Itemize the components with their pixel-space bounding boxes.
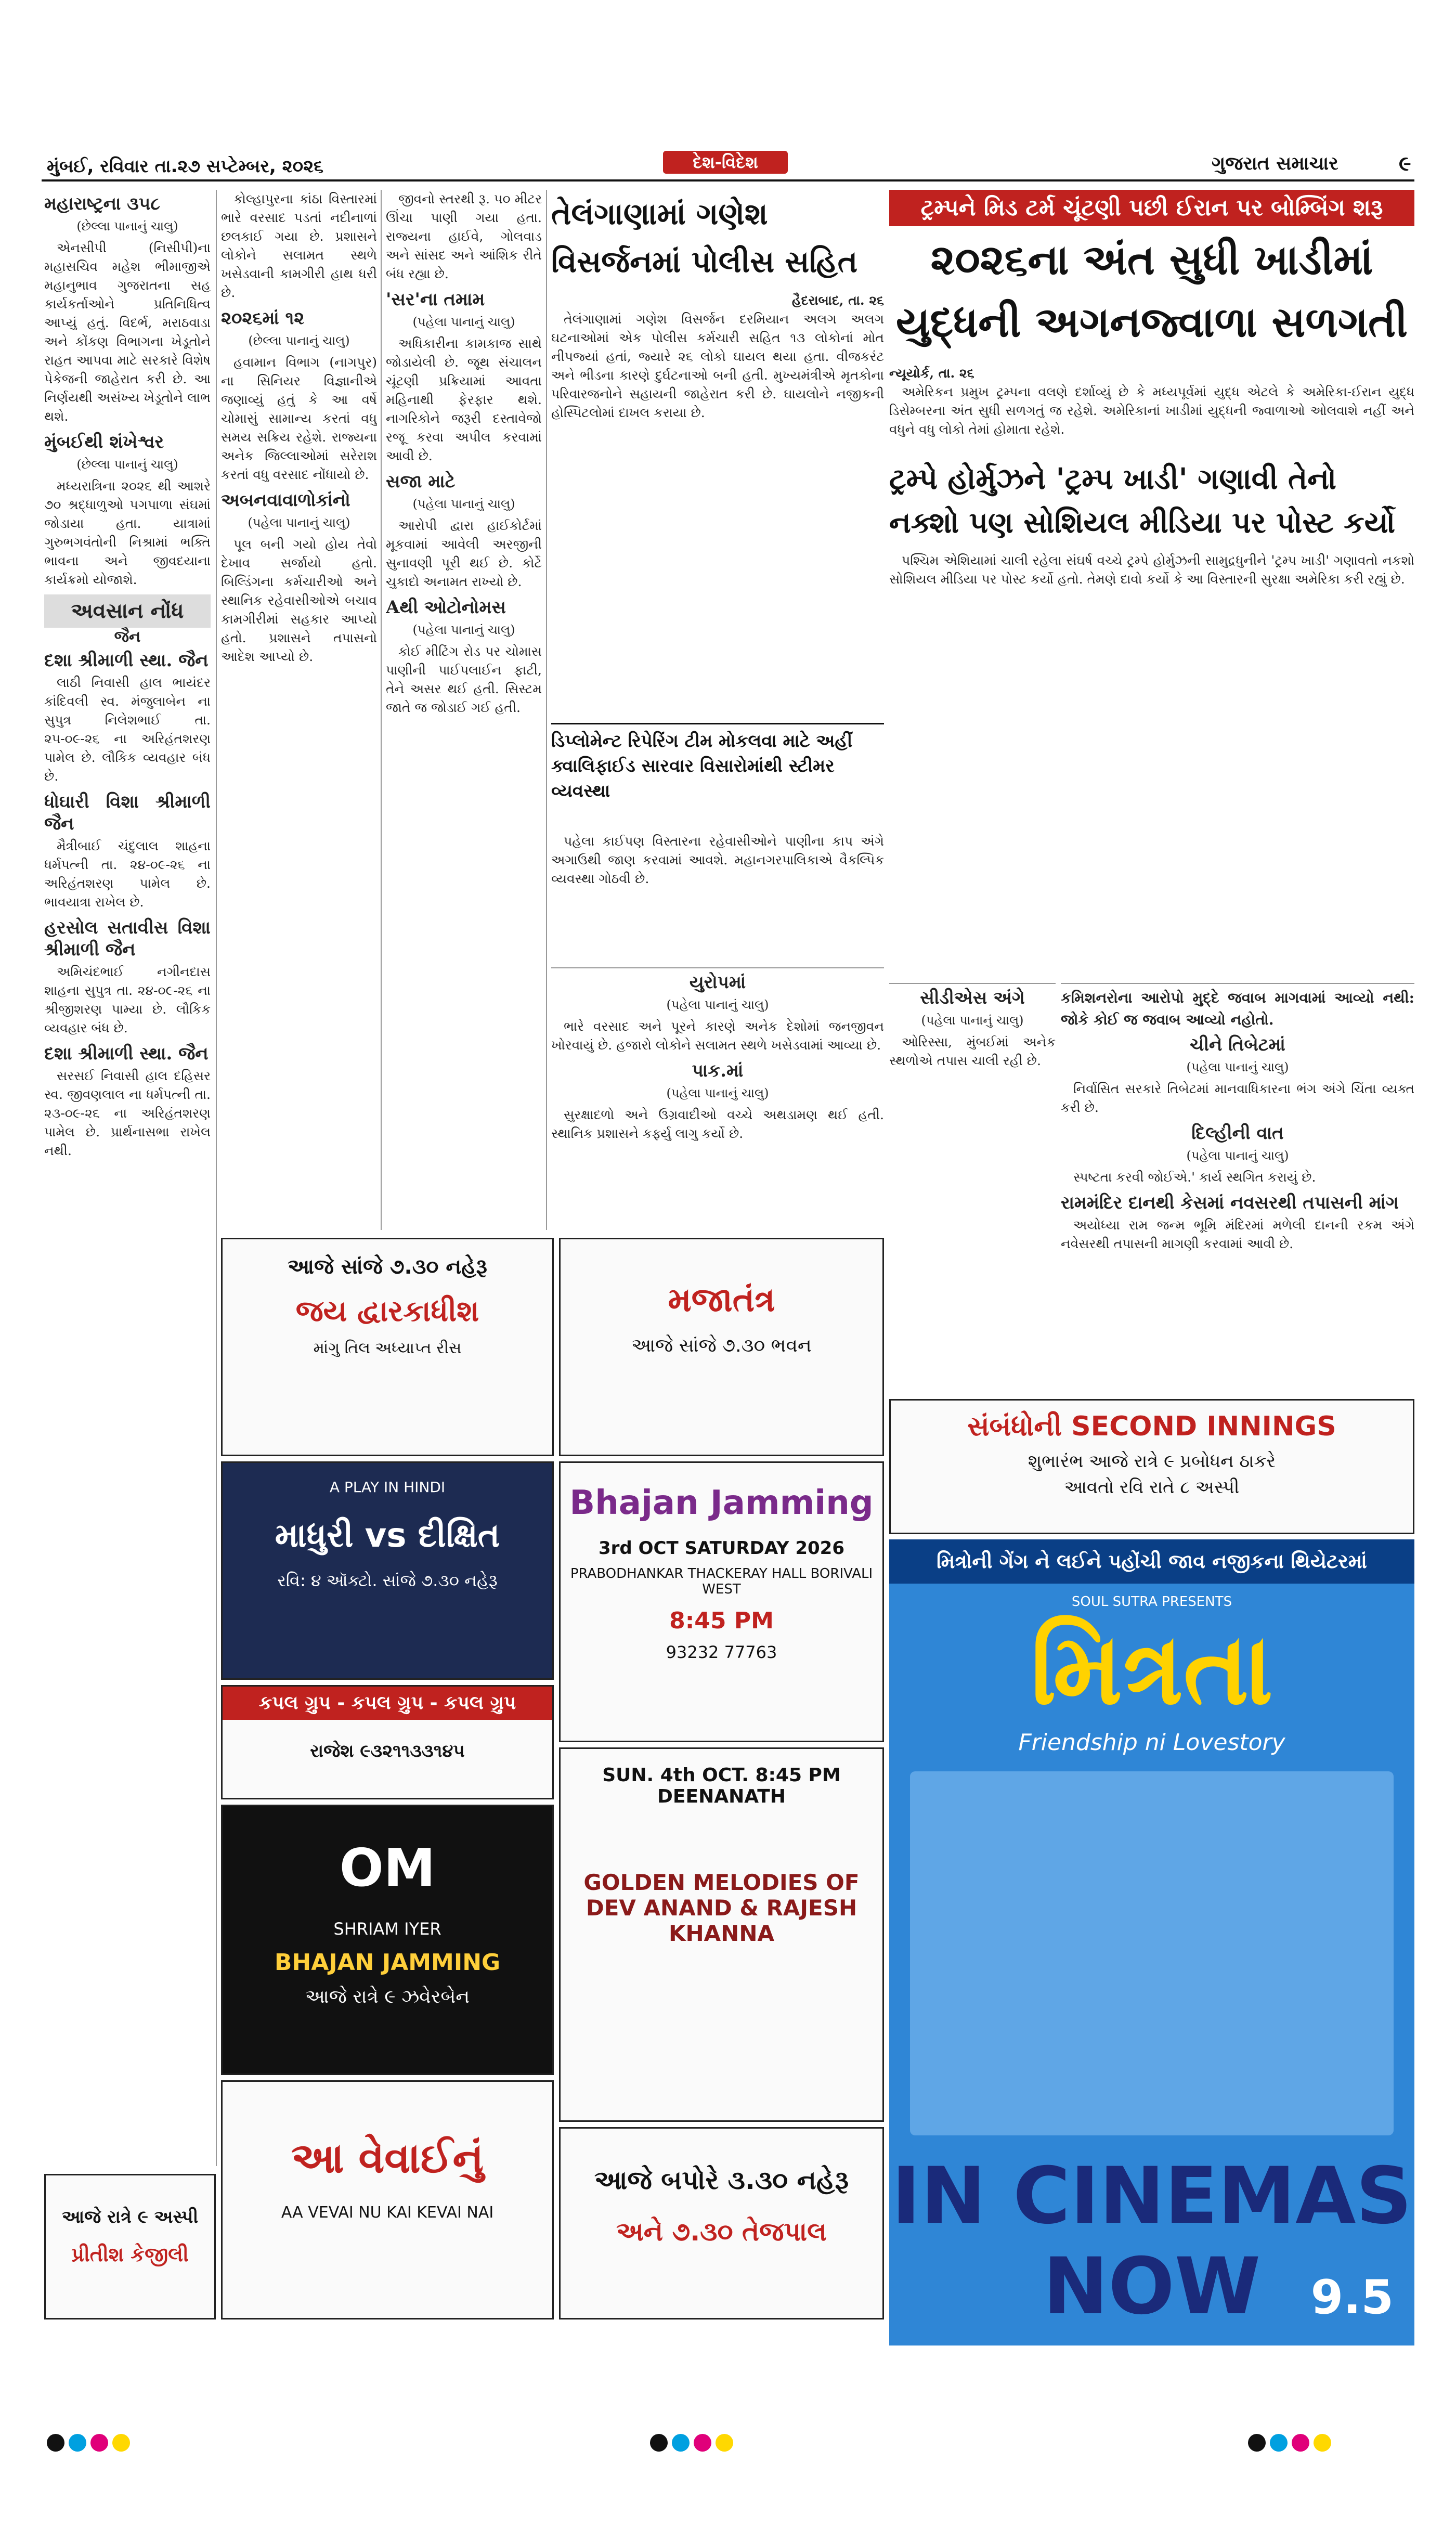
headline-tibet: ચીને તિબેટમાં bbox=[1190, 1034, 1285, 1055]
movie-presents: SOUL SUTRA PRESENTS bbox=[1071, 1594, 1232, 1610]
ad-title: SUN. 4th OCT. 8:45 PM DEENANATH bbox=[602, 1765, 841, 1807]
movie-rating: 9.5 bbox=[1310, 2270, 1394, 2325]
column-2 bbox=[221, 190, 377, 1230]
dateline: ન્યૂયોર્ક, તા. ૨૬ bbox=[889, 366, 974, 381]
obituary-text: અમિચંદભાઈ નગીનદાસ શાહના સુપુત્ર તા. ૨૪-૦૯-૨૬ ના શ્રીજીશરણ પામ્યા છે. લૌકિક વ્યવહાર બંધ છે. bbox=[44, 964, 211, 1035]
continued-label: (પહેલા પાનાનું ચાલુ) bbox=[412, 623, 515, 637]
obituary-band: અવસાન નોંધ bbox=[44, 594, 211, 628]
continued-label: (છેલ્લા પાનાનું ચાલુ) bbox=[76, 457, 178, 472]
ad-title: આજે સાંજે ૭.૩૦ નહેરૂ bbox=[288, 1255, 487, 1279]
article-body: ઓરિસ્સા, મુંબઈમાં અનેક સ્થળોએ તપાસ ચાલી રહી છે. bbox=[889, 1034, 1056, 1068]
ad-bhajan-jamming-shriam bbox=[221, 1805, 554, 2075]
masthead-rule bbox=[42, 179, 1414, 182]
article-body: સ્પષ્ટતા કરવી જોઈએ.' કાર્ય સ્થગિત કરાયું છે. bbox=[1073, 1170, 1316, 1185]
ad-show: GOLDEN MELODIES OF DEV ANAND & RAJESH KHANNA bbox=[583, 1870, 860, 1946]
ad-phone: 93232 77763 bbox=[666, 1642, 777, 1662]
continued-label: (છેલ્લા પાનાનું ચાલુ) bbox=[76, 219, 178, 234]
article-body: અમેરિકન પ્રમુખ ટ્રમ્પના વલણે દર્શાવ્યું છે કે મધ્યપૂર્વમાં યુદ્ધ એટલે કે અમેરિકા-ઈરાન યુદ્ધ ડિસેમ્બરના અંત સુધી સળગતું જ રહેશે. અમેરિકાનાં ખાડીમાં યુદ્ધની જ્વાળાઓ ઓલવાશે નહીં અને વધુને વધુ લોકો તેમાં હોમાતા રહેશે. bbox=[889, 384, 1414, 437]
continued-label: (પહેલા પાનાનું ચાલુ) bbox=[1186, 1060, 1289, 1074]
continued-label: (પહેલા પાનાનું ચાલુ) bbox=[921, 1013, 1024, 1028]
article-body: ભારે વરસાદ અને પૂરને કારણે અનેક દેશોમાં જનજીવન ખોરવાયું છે. હજારો લોકોને સલામત સ્થળે ખસેડવામાં આવ્યા છે. bbox=[551, 1019, 884, 1053]
article-body: જીવનો સ્તરથી રૂ. ૫૦ મીટર ઊંચા પાણી ગયા હતા. રાજ્યના હાઈવે, ગોલવાડ અને સાંસદ અને આંશિક રીતે બંધ રહ્યા છે. bbox=[386, 191, 542, 281]
ad-title: Bhajan Jamming bbox=[569, 1484, 874, 1522]
ad-title: આજે રાત્રે ૯ અસ્પી bbox=[61, 2207, 199, 2227]
article-body: હવામાન વિભાગ (નાગપુર) ના સિનિયર વિજ્ઞાનીએ જણાવ્યું હતું કે આ વર્ષે ચોમાસું સામાન્ય કરતાં વધુ સમય સક્રિય રહેશે. રાજ્યના અનેક જિલ્લાઓમાં સરેરાશ કરતાં વધુ વરસાદ નોંધાયો છે. bbox=[221, 355, 377, 482]
article-body: અધિકારીના કામકાજ સાથે જોડાયેલી છે. જૂથ સંચાલન ચૂંટણી પ્રક્રિયામાં આવતા મહિનાથી ફેરફાર થશે. નાગરિકોને જરૂરી દસ્તાવેજો રજૂ કરવા અપીલ કરવામાં આવી છે. bbox=[386, 336, 542, 463]
subheadline-war: ૨૦૨૬ના અંત સુધી ખાડીમાં યુદ્ધની અગનજ્વાળા સળગતી bbox=[895, 236, 1408, 346]
article-body: કોલ્હાપુરના કાંઠા વિસ્તારમાં ભારે વરસાદ પડતાં નદીનાળાં છલકાઈ ગયા છે. પ્રશાસને લોકોને સલામત સ્થળે ખસેડવાની કામગીરી હાથ ધરી છે. bbox=[221, 191, 377, 300]
repair-story bbox=[551, 832, 884, 962]
cds-story bbox=[889, 983, 1056, 1394]
ad-sambandhoni bbox=[889, 1399, 1414, 1534]
ad-tag: A PLAY IN HINDI bbox=[329, 1479, 446, 1496]
obituary-text: લાઠી નિવાસી હાલ ભાયંદર કાંદિવલી સ્વ. મંજુલાબેન ના સુપુત્ર નિલેશભાઈ તા. ૨૫-૦૯-૨૬ ના અરિહંતશરણ પામેલ છે. લૌકિક વ્યવહાર બંધ છે. bbox=[44, 675, 211, 784]
continued-label: (પહેલા પાનાનું ચાલુ) bbox=[248, 515, 350, 530]
obituary-community: જૈન bbox=[114, 628, 141, 646]
ad-preetish bbox=[44, 2174, 216, 2319]
movie-release: IN CINEMAS NOW bbox=[891, 2151, 1412, 2332]
continued-label: (છેલ્લા પાનાનું ચાલુ) bbox=[248, 333, 350, 348]
continued-label: (પહેલા પાનાનું ચાલુ) bbox=[412, 315, 515, 329]
headline-delhi: દિલ્હીની વાત bbox=[1191, 1123, 1284, 1144]
ad-time: 8:45 PM bbox=[669, 1608, 774, 1634]
ad-golden-melodies bbox=[559, 1747, 884, 2122]
ad-next: આવતો રવિ રાતે ૮ અસ્પી bbox=[1064, 1477, 1240, 1498]
dateline: હૈદરાબાદ, તા. ૨૬ bbox=[791, 293, 884, 308]
europe-pak-stories bbox=[551, 967, 884, 1238]
headline-shankheshwar: મુંબઈથી શંખેશ્વર bbox=[44, 432, 164, 452]
ad-name: પ્રીતીશ કેજીલી bbox=[71, 2243, 189, 2266]
headline-commissioners: કમિશનરોના આરોપો મુદ્દે જવાબ માગવામાં આવ્યો નથી: જોકે કોઈ જ જવાબ આવ્યો નહોતો. bbox=[1061, 989, 1414, 1028]
ad-title: આજે બપોરે ૩.૩૦ નહેરૂ bbox=[594, 2165, 849, 2195]
ad-title: BHAJAN JAMMING bbox=[274, 1949, 501, 1976]
ad-couple-group bbox=[221, 1685, 554, 1799]
ad-title: સંબંધોની SECOND INNINGS bbox=[967, 1411, 1336, 1442]
ad-when: આજે રાત્રે ૯ ઝવેરબેન bbox=[305, 1986, 470, 2007]
article-body: અયોધ્યા રામ જન્મ ભૂમિ મંદિરમાં મળેલી દાનની રકમ અંગે નવેસરથી તપાસની માગણી કરવામાં આવી છે. bbox=[1061, 1217, 1414, 1251]
column-divider bbox=[216, 190, 217, 2166]
newspaper-name: ગુજરાત સમાચાર bbox=[1212, 153, 1338, 174]
headline-maharashtra: મહારાષ્ટ્રના ૩૫૮ bbox=[44, 193, 160, 214]
article-body: સુરક્ષાદળો અને ઉગ્રવાદીઓ વચ્ચે અથડામણ થઈ હતી. સ્થાનિક પ્રશાસને કર્ફ્યુ લાગુ કર્યો છે. bbox=[551, 1107, 884, 1141]
registration-marks bbox=[47, 2434, 203, 2455]
ad-majatantra bbox=[559, 1238, 884, 1456]
article-body: પહેલા કાઈપણ વિસ્તારના રહેવાસીઓને પાણીના કાપ અંગે અગાઉથી જાણ કરવામાં આવશે. મહાનગરપાલિકાએ વૈકલ્પિક વ્યવસ્થા ગોઠવી છે. bbox=[551, 834, 884, 886]
article-body: કોઈ મીટિંગ રોડ પર ચોમાસ પાણીની પાઈપલાઈન ફાટી, તેને અસર થઈ હતી. સિસ્ટમ જાતે જ જોડાઈ ગઈ હતી. bbox=[386, 644, 542, 715]
continued-label: (પહેલા પાનાનું ચાલુ) bbox=[666, 1086, 769, 1100]
article-body: આરોપી દ્વારા હાઈકોર્ટમાં મૂકવામાં આવેલી અરજીની સુનાવણી પૂરી થઈ છે. કોર્ટે ચુકાદો અનામત રાખ્યો છે. bbox=[386, 518, 542, 589]
ad-jay-dwarkadhish bbox=[221, 1238, 554, 1456]
ad-mitrata bbox=[889, 1539, 1414, 2345]
headline-sar: 'સર'ના તમામ bbox=[386, 289, 485, 310]
headline-cds: સીડીએસ અંગે bbox=[920, 988, 1025, 1008]
ad-when: અને ૭.૩૦ તેજપાલ bbox=[616, 2217, 827, 2247]
continued-label: (પહેલા પાનાનું ચાલુ) bbox=[412, 497, 515, 511]
ad-nehru-tejpal bbox=[559, 2127, 884, 2319]
hormuz-story bbox=[889, 551, 1414, 978]
obituary-text: મૈત્રીબાઈ ચંદુલાલ શાહના ધર્મપત્ની તા. ૨૪-૦૯-૨૬ ના અરિહંતશરણ પામેલ છે. ભાવયાત્રા રાખેલ છે. bbox=[44, 838, 211, 910]
column-1 bbox=[44, 190, 211, 2166]
ad-vevai-nu bbox=[221, 2080, 554, 2319]
ad-when: શુભારંભ આજે રાત્રે ૯ પ્રબોધન ઠાકરે bbox=[1028, 1451, 1276, 1472]
headline-trump-iran: ટ્રમ્પને મિડ ટર્મ ચૂંટણી પછી ઈરાન પર બોમ્બિંગ શરૂ bbox=[889, 190, 1414, 226]
registration-marks bbox=[650, 2434, 806, 2455]
ad-phone: રાજેશ ૯૩૨૧૧૩૩૧૪૫ bbox=[310, 1741, 465, 1761]
masthead bbox=[0, 0, 1456, 172]
ad-when: આજે સાંજે ૭.૩૦ ભવન bbox=[631, 1335, 812, 1356]
headline-ram-mandir: રામમંદિર દાનથી કેસમાં નવસરથી તપાસની માંગ bbox=[1061, 1193, 1399, 1213]
page-number: ૯ bbox=[1399, 152, 1411, 176]
ad-when: રવિ: ૪ ઑક્ટો. સાંજે ૭.૩૦ નહેરૂ bbox=[277, 1571, 498, 1590]
headline-telangana: તેલંગાણામાં ગણેશ વિસર્જનમાં પોલીસ સહિત bbox=[551, 196, 858, 279]
headline-saja: સજા માટે bbox=[386, 471, 456, 492]
headline-europe: યુરોપમાં bbox=[689, 972, 746, 993]
registration-marks bbox=[1248, 2434, 1404, 2455]
issue-date: મુંબઈ, રવિવાર તા.૨૭ સપ્ટેમ્બર, ૨૦૨૬ bbox=[47, 156, 324, 177]
ad-title: મજાતંત્ર bbox=[668, 1281, 775, 1319]
headline-autonomous: Aથી ઓટોનોમસ bbox=[386, 597, 506, 618]
obituary-title: ધોઘારી વિશા શ્રીમાળી જૈન bbox=[44, 792, 211, 834]
ad-venue: PRABODHANKAR THACKERAY HALL BORIVALI WEST bbox=[570, 1566, 873, 1597]
obituary-title: દશા શ્રીમાળી સ્થા. જૈન bbox=[44, 650, 209, 671]
headline-repair-team: ડિપ્લોમેન્ટ રિપેરિંગ ટીમ મોકલવા માટે અહીં ક્વાલિફાઈડ સારવાર વિસારોમાંથી સ્ટીમર વ્યવસ્થા bbox=[551, 723, 884, 827]
column-3 bbox=[386, 190, 542, 1230]
ad-sub: માંગુ તિલ અધ્યાપ્ત રીસ bbox=[313, 1339, 462, 1357]
article-body: મધ્યરાત્રિના ૨૦૨૬ થી આશરે ૭૦ શ્રદ્ધાળુઓ પગપાળા સંઘમાં જોડાયા હતા. યાત્રામાં ગુરુભગવંતોની નિશ્રામાં ભક્તિ ભાવના અને જીવદયાના કાર્યક્રમો યોજાશે. bbox=[44, 478, 211, 587]
article-body: તેલંગાણામાં ગણેશ વિસર્જન દરમિયાન અલગ અલગ ઘટનાઓમાં એક પોલીસ કર્મચારી સહિત ૧૩ લોકોનાં મોત નીપજ્યાં હતાં, જ્યારે ૨૬ લોકો ઘાયલ થયા હતા. વીજકરંટ અને ભીડના કારણે દુર્ઘટનાઓ બની હતી. મુખ્યમંત્રીએ મૃતકોના પરિવારજનોને સહાયની જાહેરાત કરી છે. ઘાયલોને નજીકની હોસ્પિટલોમાં દાખલ કરાયા છે. bbox=[551, 312, 884, 420]
article-body: પૂલ બની ગયો હોય તેવો દેખાવ સર્જાયો હતો. બિલ્ડિંગના કર્મચારીઓ અને સ્થાનિક રહેવાસીઓએ બચાવ કામગીરીમાં સહકાર આપ્યો હતો. પ્રશાસને તપાસનો આદેશ આપ્યો છે. bbox=[221, 537, 377, 664]
continued-label: (પહેલા પાનાનું ચાલુ) bbox=[1186, 1148, 1289, 1163]
ad-title: કપલ ગ્રુપ - કપલ ગ્રુપ - કપલ ગ્રુપ bbox=[223, 1687, 552, 1720]
section-title: દેશ-વિદેશ bbox=[663, 151, 788, 174]
telangana-story bbox=[551, 291, 884, 718]
ad-logo-om: OM bbox=[339, 1837, 436, 1898]
ad-madhuri-dixit bbox=[221, 1461, 554, 1680]
column-divider bbox=[381, 190, 382, 1230]
obituary-text: સરસઈ નિવાસી હાલ દહિસર સ્વ. જીવણલાલ ના ધર્મપત્ની તા. ૨૩-૦૯-૨૬ ના અરિહંતશરણ પામેલ છે. પ્રાર્થનાસભા રાખેલ નથી. bbox=[44, 1068, 211, 1158]
continued-label: (પહેલા પાનાનું ચાલુ) bbox=[666, 997, 769, 1012]
trump-iran-story bbox=[889, 364, 1414, 452]
obituary-title: દશા શ્રીમાળી સ્થા. જૈન bbox=[44, 1043, 209, 1064]
movie-tagline: મિત્રોની ગેંગ ને લઈને પહોંચી જાવ નજીકના થિયેટરમાં bbox=[889, 1539, 1414, 1584]
obituary-title: હરસોલ સતાવીસ વિશા શ્રીમાળી જૈન bbox=[44, 917, 211, 960]
article-body: પશ્ચિમ એશિયામાં ચાલી રહેલા સંઘર્ષ વચ્ચે ટ્રમ્પે હોર્મુઝની સામુદ્રધુનીને 'ટ્રમ્પ ખાડી' ગણાવતો નકશો સોશિયલ મીડિયા પર પોસ્ટ કર્યો હતો. તેમણે દાવો કર્યો કે આ વિસ્તારની સુરક્ષા અમેરિકા કરી રહ્યું છે. bbox=[889, 553, 1414, 587]
ad-name: જય દ્વારકાધીશ bbox=[295, 1294, 479, 1328]
commissioners-story bbox=[1061, 983, 1414, 1394]
movie-subtitle: Friendship ni Lovestory bbox=[1018, 1729, 1285, 1756]
ad-when: 3rd OCT SATURDAY 2026 bbox=[599, 1538, 844, 1559]
article-body: એનસીપી (નિસીપી)ના મહાસચિવ મહેશ ભીમાજીએ મહાનુભાવ ગુજરાતના સહ કાર્યકર્તાઓને પ્રતિનિધિત્વ આપ્યું હતું. વિદર્ભ, મરાઠવાડા અને કોંકણ વિભાગના ખેડૂતોને રાહત આપવા માટે સરકારે વિશેષ પેકેજની જાહેરાત કરી છે. આ નિર્ણયથી અસંખ્ય ખેડૂતોને લાભ થશે. bbox=[44, 240, 211, 424]
movie-title: મિત્રતા bbox=[1030, 1612, 1273, 1727]
headline-abnavav: અબનવાવાળોકાંનો bbox=[221, 490, 350, 511]
column-divider bbox=[546, 190, 547, 1230]
movie-poster-photo bbox=[910, 1771, 1394, 2135]
headline-2026: ૨૦૨૬માં ૧૨ bbox=[221, 308, 305, 329]
ad-title: આ વેવાઈનું bbox=[291, 2134, 484, 2182]
ad-sub: AA VEVAI NU KAI KEVAI NAI bbox=[281, 2204, 494, 2222]
headline-hormuz: ટ્રમ્પે હોર્મુઝને 'ટ્રમ્પ ખાડી' ગણાવી તેનો નક્શો પણ સોશિયલ મીડિયા પર પોસ્ટ કર્યો bbox=[889, 462, 1396, 540]
ad-title: માધુરી vs દીક્ષિત bbox=[275, 1517, 500, 1555]
headline-pak: પાક.માં bbox=[692, 1060, 744, 1081]
ad-by: SHRIAM IYER bbox=[333, 1919, 441, 1939]
article-body: નિર્વાસિત સરકારે તિબેટમાં માનવાધિકારના ભંગ અંગે ચિંતા વ્યક્ત કરી છે. bbox=[1061, 1081, 1414, 1115]
ad-bhajan-jamming bbox=[559, 1461, 884, 1742]
